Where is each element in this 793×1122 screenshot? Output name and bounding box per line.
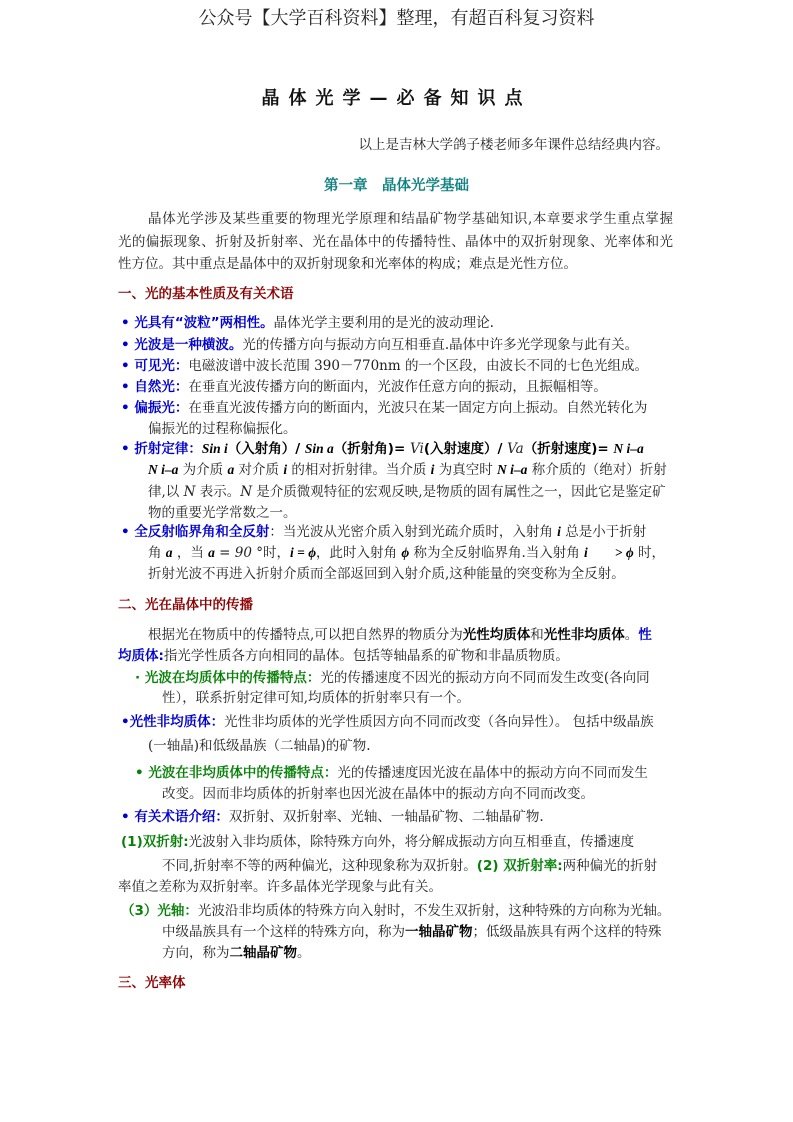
text-segment: ，此时入射角 — [316, 545, 402, 561]
text-line — [121, 440, 644, 458]
text-segment: > ϕ — [614, 545, 634, 560]
page-header: 公众号【大学百科资料】整理，有超百科复习资料 — [198, 8, 595, 29]
text-segment: 称介质的（绝对）折射 — [527, 462, 667, 478]
bold-term: (入射速度）/ — [423, 441, 508, 457]
text-segment: 光性非均质体的光学性质因方向不同而改变（各向异性）。 包括中级晶族 — [224, 714, 654, 730]
text-segment: ；低级晶族具有两个这样的特殊 — [472, 924, 662, 940]
bold-term: 光性均质体 — [462, 627, 531, 643]
text-line — [148, 544, 665, 562]
text-line — [121, 378, 607, 396]
text-line — [148, 737, 371, 755]
text-line — [121, 808, 544, 826]
text-line — [121, 399, 647, 417]
term-label: • 折射定律： — [121, 441, 202, 457]
text-line — [118, 255, 577, 273]
section-title: 三、光率体 — [118, 975, 186, 991]
term-label: • 全反射临界角和全反射 — [121, 524, 270, 540]
text-segment: 指光学性质各方向相同的晶体。包括等轴晶系的矿物和非晶质物质。 — [163, 648, 569, 664]
text-segment: 晶体光学主要利用的是光的波动理论. — [273, 315, 494, 331]
text-segment: 根据光在物质中的传播特点,可以把自然界的物质分为 — [148, 627, 463, 643]
text-segment: 。 — [297, 945, 311, 961]
text-line — [148, 420, 297, 438]
text-segment: °时， — [251, 545, 291, 561]
text-segment — [588, 545, 615, 561]
text-line — [121, 336, 638, 354]
text-segment: a — [165, 545, 173, 560]
text-segment: Vi — [409, 441, 424, 457]
text-line — [148, 210, 673, 228]
text-line — [121, 314, 494, 332]
text-segment: (一轴晶)和低级晶族（二轴晶)的矿物. — [148, 738, 371, 754]
bold-term: （折射角)= — [333, 441, 410, 457]
text-segment: 两种偏光的折射 — [562, 858, 658, 874]
text-segment: 角 — [148, 545, 166, 561]
text-segment: N — [240, 484, 253, 500]
text-segment: 在垂直光波传播方向的断面内，光波只在某一固定方向上振动。自然光转化为 — [188, 400, 648, 416]
text-segment: 率值之差称为双折射率。许多晶体光学现象与此有关。 — [118, 879, 442, 895]
text-segment: a — [208, 545, 215, 560]
term-label: • 光具有“波粒”两相性。 — [121, 315, 274, 331]
text-segment: Va — [507, 441, 524, 457]
text-segment: 时， — [633, 545, 665, 561]
text-segment: 物的重要光学常数之一。 — [148, 505, 297, 521]
text-line — [148, 504, 297, 522]
text-segment: i = ϕ — [290, 545, 317, 560]
text-segment: 改变。因而非均质体的折射率也因光波在晶体中的振动方向不同而改变。 — [162, 786, 594, 802]
text-line — [118, 647, 569, 665]
document-title: 晶体光学—必备知识点 — [261, 88, 532, 109]
text-line — [135, 764, 648, 782]
bold-term: 一轴晶矿物 — [405, 924, 473, 940]
text-segment: 晶体光学涉及某些重要的物理光学原理和结晶矿物学基础知识,本章要求学生重点掌握 — [148, 211, 673, 227]
text-segment: 光波沿非均质体的特殊方向入射时，不发生双折射，这种特殊的方向称为光轴。 — [197, 903, 671, 919]
text-segment: ϕ — [401, 545, 410, 560]
text-segment: 。 — [624, 627, 639, 643]
text-segment: N — [183, 484, 196, 500]
text-segment: 90 — [234, 545, 252, 561]
section-title: 一、光的基本性质及有关术语 — [118, 286, 294, 302]
text-segment: 性），联系折射定律可知,均质体的折射率只有一个。 — [162, 690, 471, 706]
text-line — [118, 878, 442, 896]
text-segment: i — [430, 462, 435, 477]
section-heading — [118, 974, 186, 992]
text-segment: 光的传播速度因光波在晶体中的振动方向不同而发生 — [337, 765, 648, 781]
text-line — [162, 689, 470, 707]
text-segment: ，当 — [172, 545, 209, 561]
text-segment: 光波射入非均质体，除特殊方向外，将分解成振动方向互相垂直，传播速度 — [188, 834, 635, 850]
text-line — [121, 833, 634, 851]
section-heading — [118, 285, 294, 303]
text-segment: 称为全反射临界角.当入射角 — [409, 545, 585, 561]
bold-term: （折射速度)= — [523, 441, 614, 457]
text-line — [148, 483, 666, 501]
text-segment: N i–a — [148, 462, 179, 477]
text-line — [121, 523, 646, 541]
text-line — [148, 461, 667, 479]
text-segment: 表示。 — [195, 484, 241, 500]
text-segment: 光的传播方向与振动方向互相垂直.晶体中许多光学现象与此有关。 — [242, 337, 639, 353]
text-line — [121, 713, 654, 731]
term-label: •光性非均质体： — [121, 714, 225, 730]
term-label: (1)双折射: — [121, 834, 189, 850]
text-line — [162, 923, 662, 941]
text-segment: i — [584, 545, 588, 560]
text-line — [148, 565, 625, 583]
bold-term: 二轴晶矿物 — [229, 945, 297, 961]
text-segment: i — [557, 524, 561, 539]
term-label: · 光波在均质体中的传播特点： — [135, 670, 321, 686]
text-segment: 为介质 — [178, 462, 228, 478]
term-label: 性 — [638, 627, 652, 643]
text-segment: 性方位。其中重点是晶体中的双折射现象和光率体的构成；难点是光性方位。 — [118, 256, 577, 272]
term-label: (2) 双折射率: — [476, 858, 563, 874]
text-line — [121, 357, 648, 375]
text-segment: 在垂直光波传播方向的断面内，光波作任意方向的振动，且振幅相等。 — [188, 379, 607, 395]
text-segment: 是介质微观特征的宏观反映,是物质的固有属性之一，因此它是鉴定矿 — [252, 484, 666, 500]
text-segment: 光的传播速度不因光的振动方向不同而发生改变(各向同 — [320, 670, 650, 686]
text-segment: 总是小于折射 — [560, 524, 647, 540]
text-segment: 和 — [530, 627, 544, 643]
term-label: • 可见光： — [121, 358, 189, 374]
text-line — [135, 669, 650, 687]
text-segment: N i–a — [613, 441, 644, 456]
text-segment: N i–a — [497, 462, 528, 477]
text-segment: 为真空时 — [434, 462, 498, 478]
term-label: （3）光轴： — [121, 903, 198, 919]
text-segment: = — [214, 545, 235, 561]
text-segment: 的相对折射律。当介质 — [287, 462, 431, 478]
text-segment: 律,以 — [148, 484, 184, 500]
text-line — [162, 857, 657, 875]
text-line — [118, 233, 673, 251]
text-segment: 对介质 — [234, 462, 284, 478]
text-segment: i — [283, 462, 288, 477]
text-segment: 折射光波不再进入折射介质而全部返回到入射介质,这种能量的突变称为全反射。 — [148, 566, 625, 582]
text-segment: Sin a — [304, 441, 334, 456]
subtitle: 以上是吉林大学鸽子楼老师多年课件总结经典内容。 — [358, 137, 669, 153]
text-line — [162, 785, 594, 803]
chapter-heading: 第一章 晶体光学基础 — [324, 178, 469, 194]
term-label: 均质体: — [118, 648, 164, 664]
term-label: • 有关术语介绍： — [121, 809, 229, 825]
text-segment: Sin i — [201, 441, 228, 456]
term-label: • 光波在非均质体中的传播特点： — [135, 765, 338, 781]
text-line — [121, 902, 670, 920]
text-segment: 偏振光的过程称偏振化。 — [148, 421, 297, 437]
section-heading — [118, 596, 253, 614]
section-title: 二、光在晶体中的传播 — [118, 597, 253, 613]
text-line — [148, 626, 652, 644]
text-segment: 方向，称为 — [162, 945, 230, 961]
text-segment: 双折射、双折射率、光轴、一轴晶矿物、二轴晶矿物. — [228, 809, 544, 825]
term-label: • 自然光： — [121, 379, 189, 395]
text-segment: 中级晶族具有一个这样的特殊方向，称为 — [162, 924, 405, 940]
text-segment: 电磁波谱中波长范围 390－770nm 的一个区段，由波长不同的七色光组成。 — [188, 358, 648, 374]
text-segment: a — [227, 462, 235, 477]
text-segment: ：当光波从光密介质入射到光疏介质时，入射角 — [269, 524, 558, 540]
bold-term: （入射角）/ — [227, 441, 305, 457]
text-segment: 不同,折射率不等的两种偏光，这种现象称为双折射。 — [162, 858, 477, 874]
term-label: • 光波是一种横波。 — [121, 337, 243, 353]
bold-term: 光性非均质体 — [543, 627, 625, 643]
text-line — [162, 944, 311, 962]
term-label: • 偏振光： — [121, 400, 189, 416]
text-segment: 光的偏振现象、折射及折射率、光在晶体中的传播特性、晶体中的双折射现象、光率体和光 — [118, 234, 673, 250]
